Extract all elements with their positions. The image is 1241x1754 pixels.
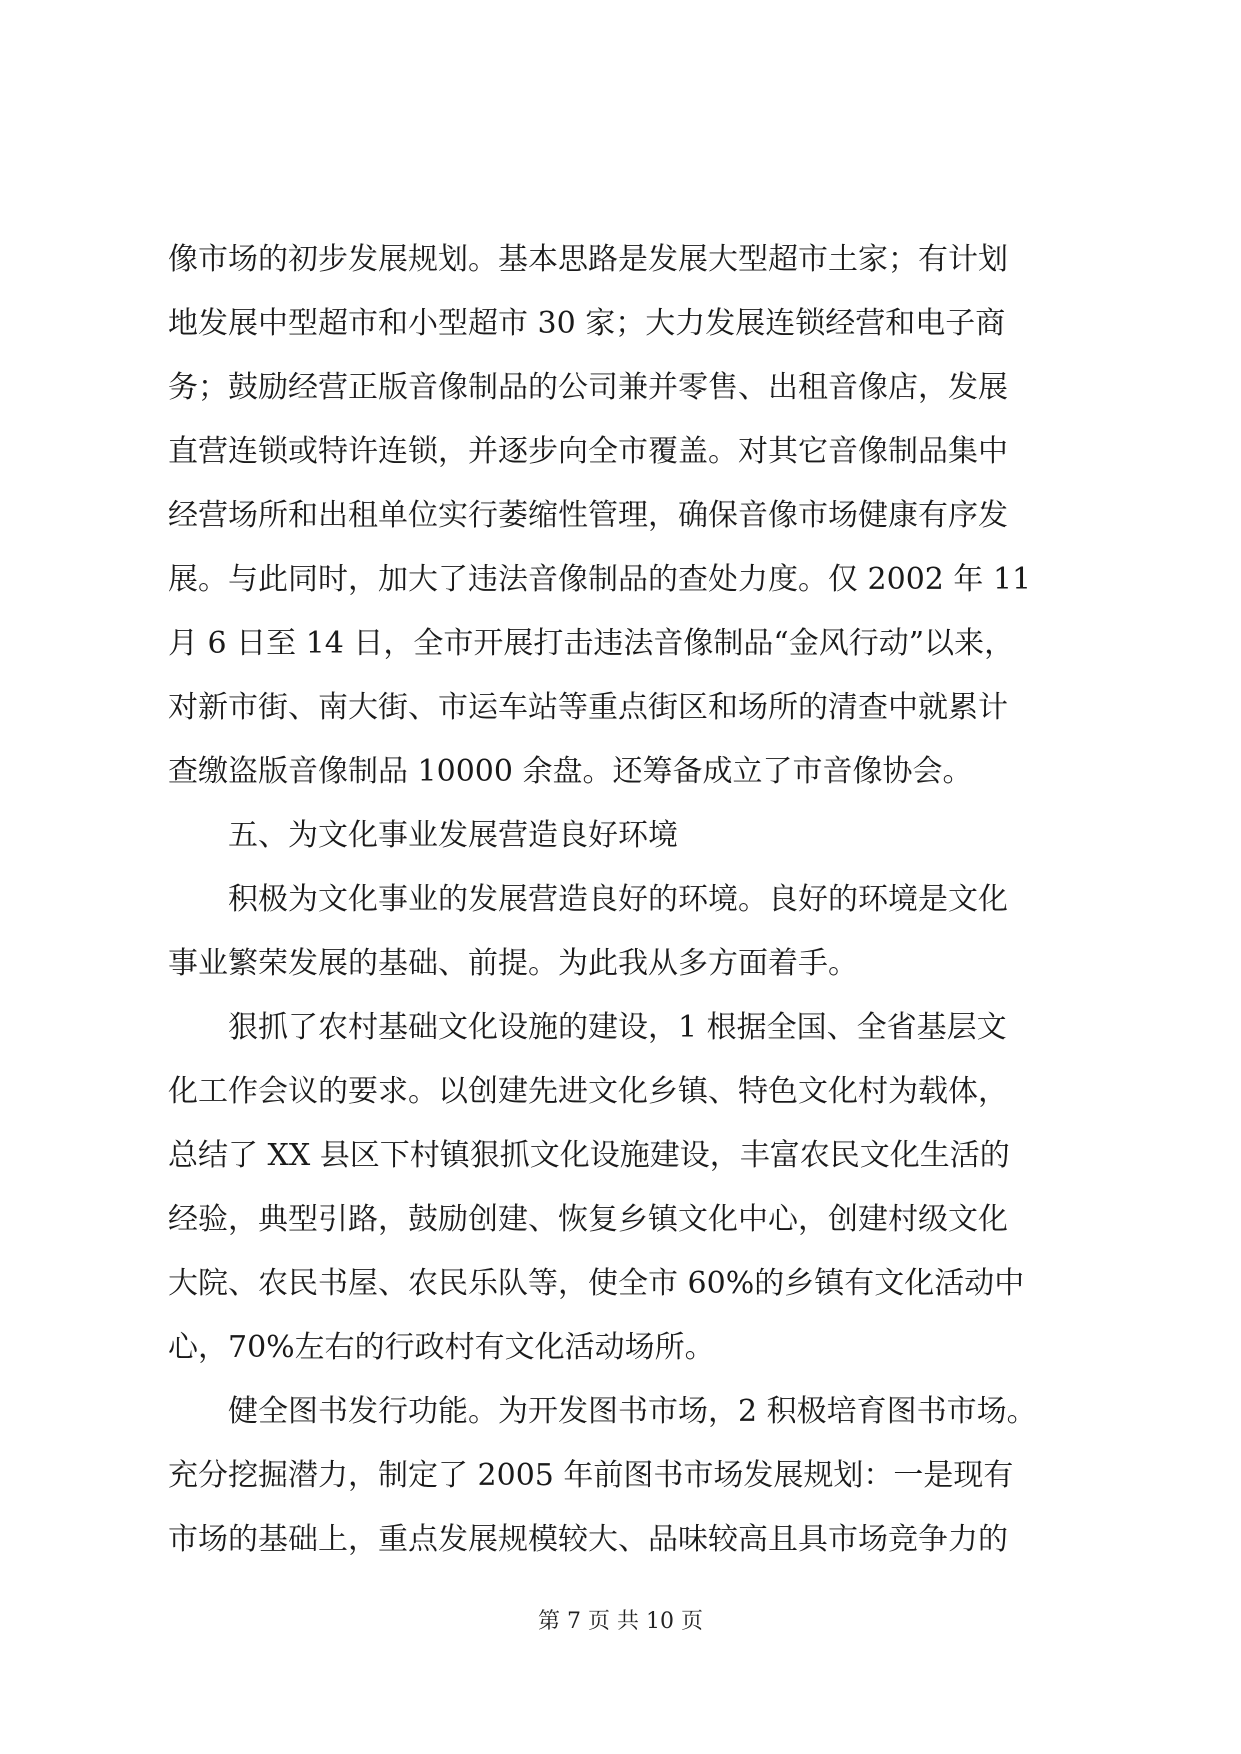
text-line: 直营连锁或特许连锁，并逐步向全市覆盖。对其它音像制品集中	[168, 434, 1008, 469]
text-line: 心，70%左右的行政村有文化活动场所。	[168, 1330, 715, 1365]
text-line: 总结了 XX 县区下村镇狠抓文化设施建设，丰富农民文化生活的	[168, 1138, 1010, 1173]
text-line: 经验，典型引路，鼓励创建、恢复乡镇文化中心，创建村级文化	[168, 1202, 1008, 1237]
text-line: 查缴盗版音像制品 10000 余盘。还筹备成立了市音像协会。	[168, 754, 973, 789]
text-line: 事业繁荣发展的基础、前提。为此我从多方面着手。	[168, 946, 858, 981]
text-line: 市场的基础上，重点发展规模较大、品味较高且具市场竞争力的	[168, 1522, 1008, 1557]
section-heading: 五、为文化事业发展营造良好环境	[168, 818, 678, 853]
text-line: 积极为文化事业的发展营造良好的环境。良好的环境是文化	[168, 882, 1008, 917]
text-line: 像市场的初步发展规划。基本思路是发展大型超市土家；有计划	[168, 242, 1008, 277]
text-line: 狠抓了农村基础文化设施的建设，1 根据全国、全省基层文	[168, 1010, 1007, 1045]
text-line: 化工作会议的要求。以创建先进文化乡镇、特色文化村为载体，	[168, 1074, 1008, 1109]
text-line: 充分挖掘潜力，制定了 2005 年前图书市场发展规划：一是现有	[168, 1458, 1014, 1493]
text-line: 经营场所和出租单位实行萎缩性管理，确保音像市场健康有序发	[168, 498, 1008, 533]
text-line: 对新市街、南大街、市运车站等重点街区和场所的清查中就累计	[168, 690, 1008, 725]
text-line: 地发展中型超市和小型超市 30 家；大力发展连锁经营和电子商	[168, 306, 1006, 341]
text-line: 健全图书发行功能。为开发图书市场，2 积极培育图书市场。	[168, 1394, 1037, 1429]
text-line: 大院、农民书屋、农民乐队等，使全市 60%的乡镇有文化活动中	[168, 1266, 1025, 1301]
text-line: 务；鼓励经营正版音像制品的公司兼并零售、出租音像店，发展	[168, 370, 1008, 405]
page-number-footer: 第 7 页 共 10 页	[538, 1609, 703, 1634]
text-line: 展。与此同时，加大了违法音像制品的查处力度。仅 2002 年 11	[168, 562, 1032, 597]
text-line: 月 6 日至 14 日，全市开展打击违法音像制品“金风行动”以来，	[168, 626, 1015, 661]
